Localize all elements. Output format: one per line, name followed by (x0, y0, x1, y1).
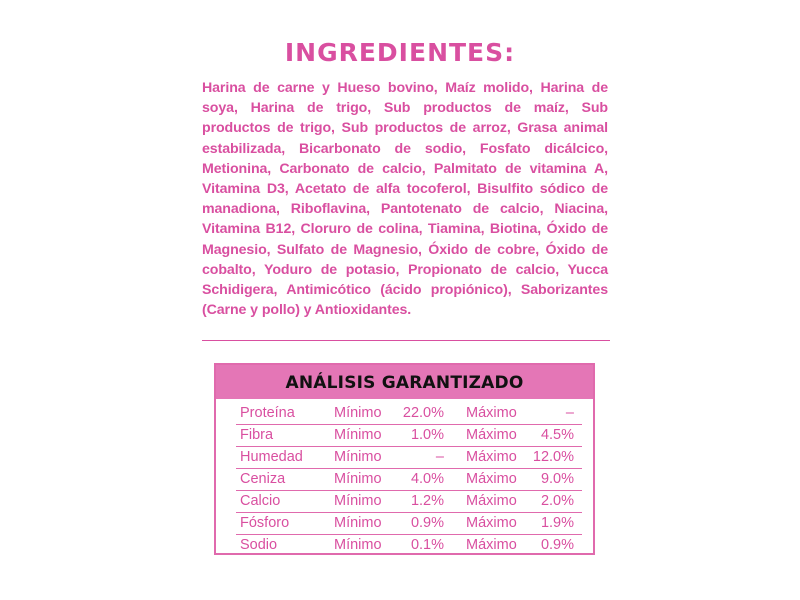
table-row (236, 447, 582, 469)
analysis-table (214, 363, 595, 555)
table-row (236, 513, 582, 535)
min-label: Mínimo (334, 427, 382, 443)
min-value: 22.0% (402, 405, 444, 421)
min-value: 1.2% (410, 493, 444, 509)
min-label: Mínimo (334, 493, 382, 509)
nutrient-name: Humedad (240, 449, 303, 465)
nutrient-name: Proteína (240, 405, 295, 421)
ingredients-text: Harina de carne y Hueso bovino, Maíz molido, Harina de soya, Harina de trigo, Sub productos de maíz, Sub productos de trigo, Sub productos de arroz, Grasa animal estabilizada, Bicarbonato de sodio, Fosfato dicálcico, Metionina, Carbonato de calcio, Palmitato de vitamina A, Vitamina D3, Acetato de alfa tocoferol, Bisulfito sódico de manadiona, Riboflavina, Pantotenato de calcio, Niacina, Vitamina B12, Cloruro de colina, Tiamina, Biotina, Óxido de Magnesio, Sulfato de Magnesio, Óxido de cobre, Óxido de cobalto, Yoduro de potasio, Propionato de calcio, Yucca Schidigera, Antimicótico (ácido propiónico), Saborizantes (Carne y pollo) y Antioxidantes. (202, 80, 608, 319)
min-value: 1.0% (410, 427, 444, 443)
min-value: 0.1% (410, 537, 444, 553)
max-value: 0.9% (540, 537, 574, 553)
ingredients-title: INGREDIENTES: (284, 38, 516, 67)
min-label: Mínimo (334, 405, 382, 421)
max-label: Máximo (466, 449, 517, 465)
table-row (236, 403, 582, 425)
min-label: Mínimo (334, 471, 382, 487)
table-row (236, 425, 582, 447)
max-label: Máximo (466, 427, 517, 443)
nutrient-name: Calcio (240, 493, 281, 509)
section-divider (202, 340, 610, 341)
table-row (236, 535, 582, 556)
nutrient-name: Fibra (240, 427, 274, 443)
min-label: Mínimo (334, 449, 382, 465)
analysis-rows (236, 403, 582, 556)
nutrient-name: Sodio (240, 537, 278, 553)
max-label: Máximo (466, 471, 517, 487)
max-label: Máximo (466, 537, 517, 553)
table-row (236, 491, 582, 513)
max-value: 4.5% (540, 427, 574, 443)
max-value: 12.0% (532, 449, 574, 465)
max-value: 1.9% (540, 515, 574, 531)
nutrient-name: Fósforo (240, 515, 290, 531)
max-value: 2.0% (540, 493, 574, 509)
analysis-title: ANÁLISIS GARANTIZADO (216, 365, 593, 399)
max-label: Máximo (466, 405, 517, 421)
min-label: Mínimo (334, 515, 382, 531)
max-label: Máximo (466, 493, 517, 509)
min-label: Mínimo (334, 537, 382, 553)
max-value: 9.0% (540, 471, 574, 487)
max-label: Máximo (466, 515, 517, 531)
nutrient-name: Ceniza (240, 471, 286, 487)
max-value: – (565, 405, 574, 421)
min-value: – (435, 449, 444, 465)
table-row (236, 469, 582, 491)
min-value: 4.0% (410, 471, 444, 487)
min-value: 0.9% (410, 515, 444, 531)
